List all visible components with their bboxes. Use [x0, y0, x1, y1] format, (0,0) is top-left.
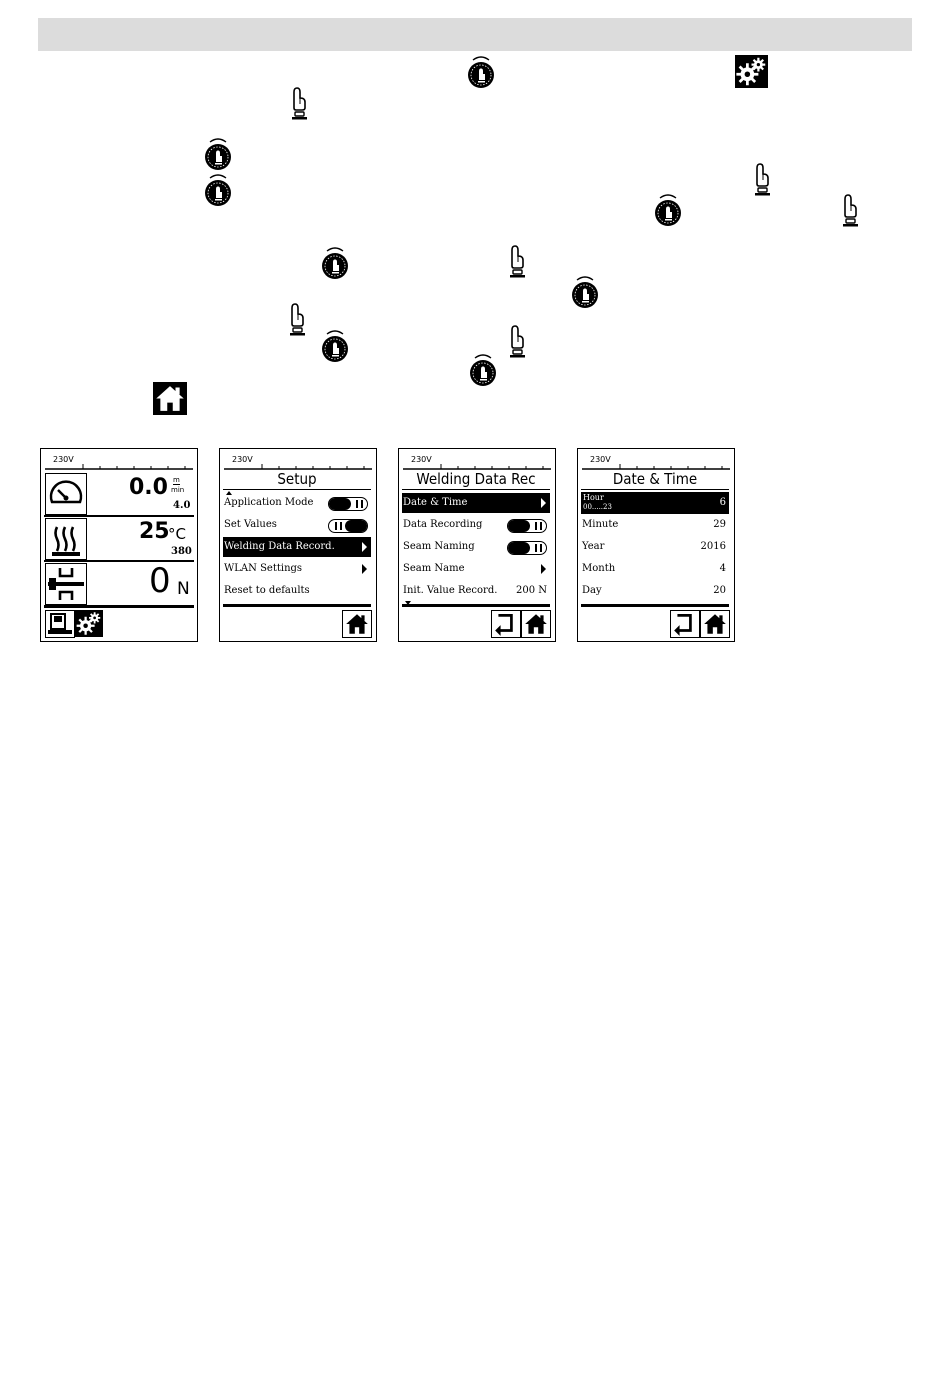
temperature-unit: °C — [168, 525, 186, 543]
heater-icon — [45, 518, 87, 560]
chevron-right-icon — [541, 564, 546, 574]
back-button[interactable] — [491, 610, 521, 638]
rotary-knob-icon — [320, 245, 350, 281]
rotary-knob-icon — [466, 54, 496, 90]
screen-title: Date & Time — [612, 470, 698, 488]
press-knob-icon — [749, 162, 773, 198]
home-button[interactable] — [700, 610, 730, 638]
force-icon — [45, 563, 87, 605]
press-knob-icon — [286, 86, 310, 122]
section-header-bar — [38, 18, 912, 51]
application-mode-toggle[interactable] — [328, 497, 368, 511]
voltage-scale — [43, 451, 193, 473]
screen-main-display — [40, 448, 198, 642]
press-knob-icon — [504, 324, 528, 360]
home-icon — [153, 382, 187, 415]
rotary-knob-icon — [203, 136, 233, 172]
rotary-knob-icon — [653, 192, 683, 228]
force-value: 0 — [149, 561, 171, 601]
speed-set-value: 4.0 — [173, 500, 191, 511]
menu-item-welding-data-record[interactable]: Welding Data Record. — [223, 537, 371, 557]
rotary-knob-icon — [570, 274, 600, 310]
rotary-knob-icon — [468, 352, 498, 388]
menu-item-init-value-record[interactable]: Init. Value Record. 200 N — [402, 581, 550, 601]
menu-item-set-values[interactable]: Set Values — [223, 515, 371, 535]
chevron-right-icon — [362, 542, 367, 552]
voltage-label: 230V — [590, 455, 611, 464]
screen-date-time — [577, 448, 735, 642]
voltage-label: 230V — [53, 455, 74, 464]
hour-range: 00.....23 — [583, 503, 612, 511]
menu-item-application-mode[interactable]: Application Mode — [223, 493, 371, 513]
field-hour[interactable] — [581, 492, 729, 514]
speed-value: 0.0 — [129, 475, 168, 500]
press-knob-icon — [284, 302, 308, 338]
menu-item-seam-name[interactable]: Seam Name — [402, 559, 550, 579]
temperature-value: 25 — [139, 519, 170, 544]
press-knob-icon — [837, 193, 861, 229]
data-recording-toggle[interactable] — [507, 519, 547, 533]
seam-naming-toggle[interactable] — [507, 541, 547, 555]
field-minute[interactable]: Minute 29 — [582, 519, 726, 530]
screen-title: Welding Data Rec — [416, 470, 536, 488]
menu-item-reset-to-defaults[interactable]: Reset to defaults — [224, 585, 310, 596]
screen-title: Setup — [277, 470, 317, 488]
voltage-label: 230V — [411, 455, 432, 464]
voltage-label: 230V — [232, 455, 253, 464]
settings-gear-icon — [735, 55, 768, 88]
field-month[interactable]: Month 4 — [582, 563, 726, 574]
back-button[interactable] — [670, 610, 700, 638]
press-knob-icon — [504, 244, 528, 280]
menu-item-seam-naming[interactable]: Seam Naming — [402, 537, 550, 557]
hour-value: 6 — [719, 497, 726, 508]
speed-unit-top: m — [173, 476, 180, 484]
menu-item-wlan-settings[interactable]: WLAN Settings — [223, 559, 371, 579]
screen-welding-data-rec — [398, 448, 556, 642]
menu-item-data-recording[interactable]: Data Recording — [402, 515, 550, 535]
init-value-record-value: 200 N — [515, 585, 547, 596]
speed-icon — [45, 473, 87, 515]
field-day[interactable]: Day 20 — [582, 585, 726, 596]
home-button[interactable] — [521, 610, 551, 638]
home-button[interactable] — [342, 610, 372, 638]
set-values-toggle[interactable] — [328, 519, 368, 533]
chevron-right-icon — [541, 498, 546, 508]
field-year[interactable]: Year 2016 — [582, 541, 726, 552]
screen-setup — [219, 448, 377, 642]
temperature-set-value: 380 — [171, 546, 192, 557]
save-data-button[interactable] — [45, 610, 75, 638]
force-unit: N — [177, 579, 190, 599]
speed-unit-bottom: min — [171, 486, 185, 494]
rotary-knob-icon — [203, 172, 233, 208]
menu-item-date-time[interactable]: Date & Time — [402, 493, 550, 513]
chevron-right-icon — [362, 564, 367, 574]
settings-button[interactable] — [75, 610, 103, 637]
rotary-knob-icon — [320, 328, 350, 364]
hour-label: Hour — [583, 493, 604, 502]
